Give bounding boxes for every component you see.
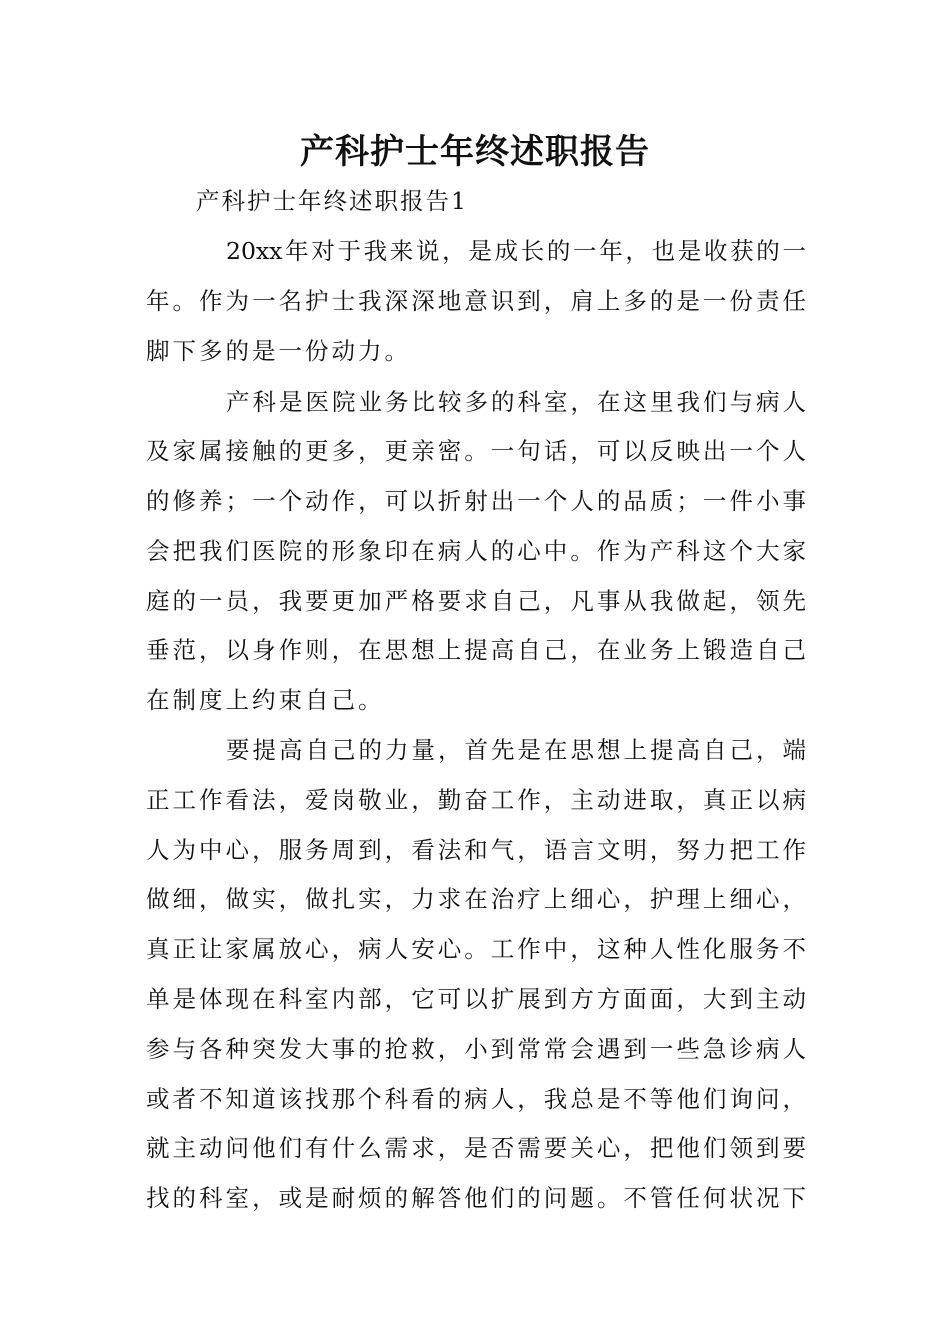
paragraph-line: 或者不知道该找那个科看的病人，我总是不等他们询问， (146, 1085, 806, 1113)
paragraph-line: 真正让家属放心，病人安心。工作中，这种人性化服务不 (146, 935, 806, 963)
paragraph-line: 的修养；一个动作，可以折射出一个人的品质；一件小事 (146, 487, 806, 515)
paragraph-line: 产科是医院业务比较多的科室，在这里我们与病人 (226, 388, 806, 416)
paragraph-line: 垂范，以身作则，在思想上提高自己，在业务上锻造自己 (146, 636, 806, 664)
paragraph-line: 庭的一员，我要更加严格要求自己，凡事从我做起，领先 (146, 587, 806, 615)
paragraph-line: 做细，做实，做扎实，力求在治疗上细心，护理上细心， (146, 885, 806, 913)
paragraph-line: 年。作为一名护士我深深地意识到，肩上多的是一份责任 (146, 287, 806, 315)
paragraph-line: 单是体现在科室内部，它可以扩展到方方面面，大到主动 (146, 985, 806, 1013)
document-title: 产科护士年终述职报告 (300, 132, 650, 172)
paragraph-line: 要提高自己的力量，首先是在思想上提高自己，端 (226, 736, 806, 764)
section-subtitle: 产科护士年终述职报告1 (196, 187, 468, 215)
paragraph-line: 脚下多的是一份动力。 (146, 337, 411, 365)
paragraph-line: 参与各种突发大事的抢救，小到常常会遇到一些急诊病人 (146, 1035, 806, 1063)
paragraph-line: 人为中心，服务周到，看法和气，语言文明，努力把工作 (146, 836, 806, 864)
paragraph-line: 20xx年对于我来说，是成长的一年，也是收获的一 (226, 237, 806, 265)
paragraph-line: 在制度上约束自己。 (146, 686, 385, 714)
paragraph-line: 找的科室，或是耐烦的解答他们的问题。不管任何状况下 (146, 1184, 806, 1212)
paragraph-line: 及家属接触的更多，更亲密。一句话，可以反映出一个人 (146, 437, 806, 465)
paragraph-line: 会把我们医院的形象印在病人的心中。作为产科这个大家 (146, 537, 806, 565)
paragraph-line: 正工作看法，爱岗敬业，勤奋工作，主动进取，真正以病 (146, 786, 806, 814)
paragraph-line: 就主动问他们有什么需求，是否需要关心，把他们领到要 (146, 1134, 806, 1162)
